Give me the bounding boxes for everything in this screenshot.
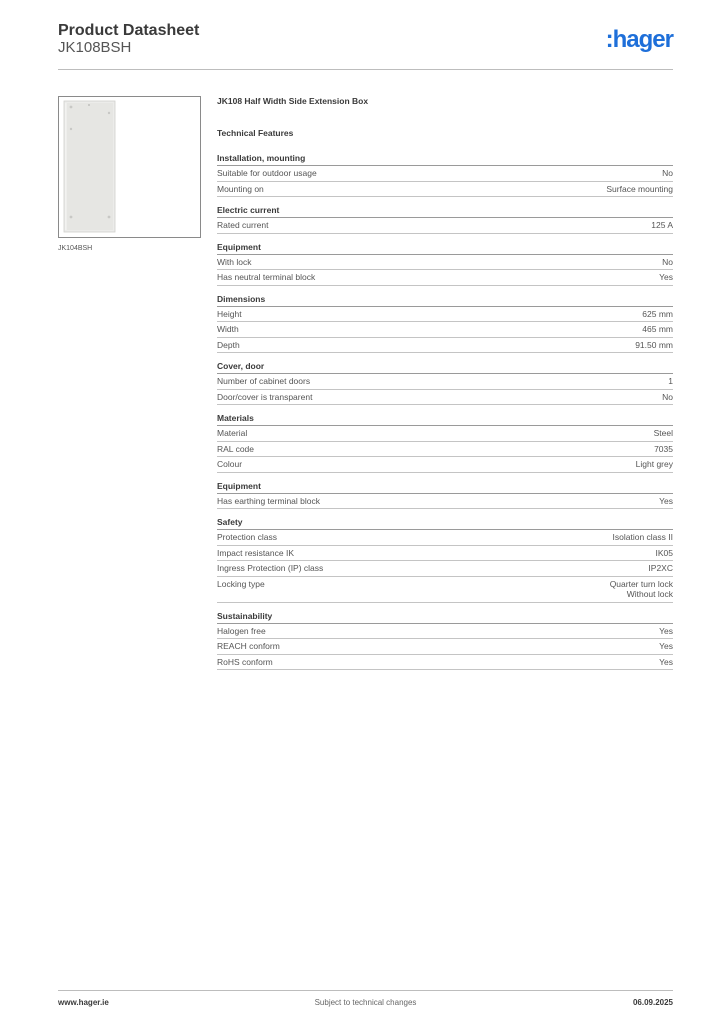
page-header xyxy=(58,22,673,70)
spec-row xyxy=(217,457,673,473)
spec-section xyxy=(217,481,673,510)
spec-value xyxy=(642,309,673,320)
product-image xyxy=(58,96,201,238)
spec-value-line: Yes xyxy=(659,272,673,282)
spec-label: Halogen free xyxy=(217,625,266,636)
spec-value xyxy=(651,220,673,231)
spec-value-line: Yes xyxy=(659,625,673,636)
spec-value-line: Yes xyxy=(659,495,673,506)
spec-value xyxy=(636,459,673,470)
spec-label: Suitable for outdoor usage xyxy=(217,168,317,178)
section-title: Equipment xyxy=(217,481,673,494)
footer-date: 06.09.2025 xyxy=(632,998,673,1007)
spec-label: Number of cabinet doors xyxy=(217,376,311,386)
spec-row xyxy=(217,182,673,198)
spec-label: Locking type xyxy=(217,578,265,589)
spec-value-line: No xyxy=(662,168,673,178)
spec-value xyxy=(610,579,673,600)
spec-value xyxy=(654,428,673,439)
spec-value-line: No xyxy=(662,256,673,267)
spec-value xyxy=(659,496,673,507)
spec-value-line: Surface mounting xyxy=(606,183,673,194)
product-name: JK108 Half Width Side Extension Box xyxy=(217,96,369,106)
spec-row xyxy=(217,624,673,640)
hager-logo[interactable]: :hager xyxy=(605,26,673,53)
spec-label: Mounting on xyxy=(217,183,264,194)
spec-row xyxy=(217,655,673,671)
spec-section xyxy=(217,205,673,234)
spec-value xyxy=(648,563,673,574)
spec-section xyxy=(217,153,673,197)
spec-label: Ingress Protection (IP) class xyxy=(217,563,324,573)
spec-value-line: 1 xyxy=(668,376,673,386)
spec-value-line: No xyxy=(662,391,673,402)
spec-value xyxy=(662,392,673,403)
document-title: Product Datasheet xyxy=(58,22,200,39)
spec-row xyxy=(217,322,673,338)
spec-value xyxy=(659,626,673,637)
technical-features-heading: Technical Features xyxy=(217,128,294,138)
spec-label: Rated current xyxy=(217,220,269,230)
spec-label: Colour xyxy=(217,459,243,469)
spec-value-line: IP2XC xyxy=(648,563,673,573)
spec-row xyxy=(217,426,673,442)
section-title: Materials xyxy=(217,413,673,426)
spec-value-line: Steel xyxy=(653,428,673,438)
spec-row xyxy=(217,166,673,182)
spec-value-line: Light grey xyxy=(635,459,673,469)
section-title: Cover, door xyxy=(217,361,673,374)
section-title: Sustainability xyxy=(217,611,673,624)
spec-row xyxy=(217,338,673,354)
spec-row xyxy=(217,390,673,406)
spec-value-line: Without lock xyxy=(626,589,673,599)
image-caption: JK104BSH xyxy=(58,245,93,252)
spec-label: Protection class xyxy=(217,532,277,542)
datasheet-content xyxy=(217,96,673,678)
spec-value-line: Quarter turn lock xyxy=(609,578,673,589)
spec-row xyxy=(217,374,673,390)
spec-row xyxy=(217,218,673,234)
spec-label: Has earthing terminal block xyxy=(217,495,320,506)
spec-label: Depth xyxy=(217,339,240,350)
spec-row xyxy=(217,639,673,655)
spec-label: Height xyxy=(217,308,242,319)
spec-value xyxy=(659,641,673,652)
section-title: Electric current xyxy=(217,205,673,218)
spec-label: Material xyxy=(217,428,248,438)
spec-value-line: Yes xyxy=(659,656,673,667)
spec-value-line: 625 mm xyxy=(642,308,673,319)
header-divider xyxy=(58,69,673,70)
spec-row xyxy=(217,494,673,510)
spec-label: RoHS conform xyxy=(217,656,273,667)
spec-row xyxy=(217,255,673,271)
product-reference: JK108BSH xyxy=(58,39,132,56)
spec-value xyxy=(606,184,673,195)
spec-value-line: 7035 xyxy=(654,443,673,454)
spec-value xyxy=(668,376,673,387)
footer-website-link[interactable]: www.hager.ie xyxy=(58,998,109,1007)
spec-value xyxy=(635,340,673,351)
section-title: Equipment xyxy=(217,242,673,255)
footer-disclaimer: Subject to technical changes xyxy=(314,998,417,1007)
spec-label: RAL code xyxy=(217,443,255,454)
spec-section xyxy=(217,517,673,603)
spec-value-line: 465 mm xyxy=(642,324,673,334)
spec-label: Impact resistance IK xyxy=(217,547,295,558)
section-title: Installation, mounting xyxy=(217,153,673,166)
spec-section xyxy=(217,611,673,671)
spec-value xyxy=(659,272,673,283)
spec-section xyxy=(217,361,673,405)
spec-value xyxy=(656,548,674,559)
spec-row xyxy=(217,577,673,603)
spec-value-line: 91.50 mm xyxy=(635,339,673,350)
spec-value-line: Isolation class II xyxy=(612,532,673,542)
spec-label: Has neutral terminal block xyxy=(217,272,316,282)
spec-section xyxy=(217,294,673,354)
spec-value xyxy=(662,168,673,179)
spec-value xyxy=(662,257,673,268)
spec-value xyxy=(642,324,673,335)
spec-value-line: Yes xyxy=(659,641,673,651)
spec-section xyxy=(217,242,673,286)
cabinet-illustration xyxy=(59,97,200,237)
spec-value xyxy=(613,532,673,543)
spec-value-line: IK05 xyxy=(655,547,673,558)
feature-sections xyxy=(217,153,673,670)
spec-value xyxy=(654,444,673,455)
footer-divider xyxy=(58,990,673,991)
spec-row xyxy=(217,307,673,323)
spec-label: With lock xyxy=(217,256,252,267)
spec-row xyxy=(217,561,673,577)
spec-row xyxy=(217,442,673,458)
spec-value xyxy=(659,657,673,668)
spec-value-line: 125 A xyxy=(651,220,673,230)
page-footer xyxy=(58,998,673,1010)
spec-section xyxy=(217,413,673,473)
section-title: Dimensions xyxy=(217,294,673,307)
spec-row xyxy=(217,270,673,286)
spec-label: Door/cover is transparent xyxy=(217,391,313,402)
section-title: Safety xyxy=(217,517,673,530)
spec-row xyxy=(217,530,673,546)
spec-label: REACH conform xyxy=(217,641,280,651)
spec-row xyxy=(217,546,673,562)
spec-label: Width xyxy=(217,324,239,334)
